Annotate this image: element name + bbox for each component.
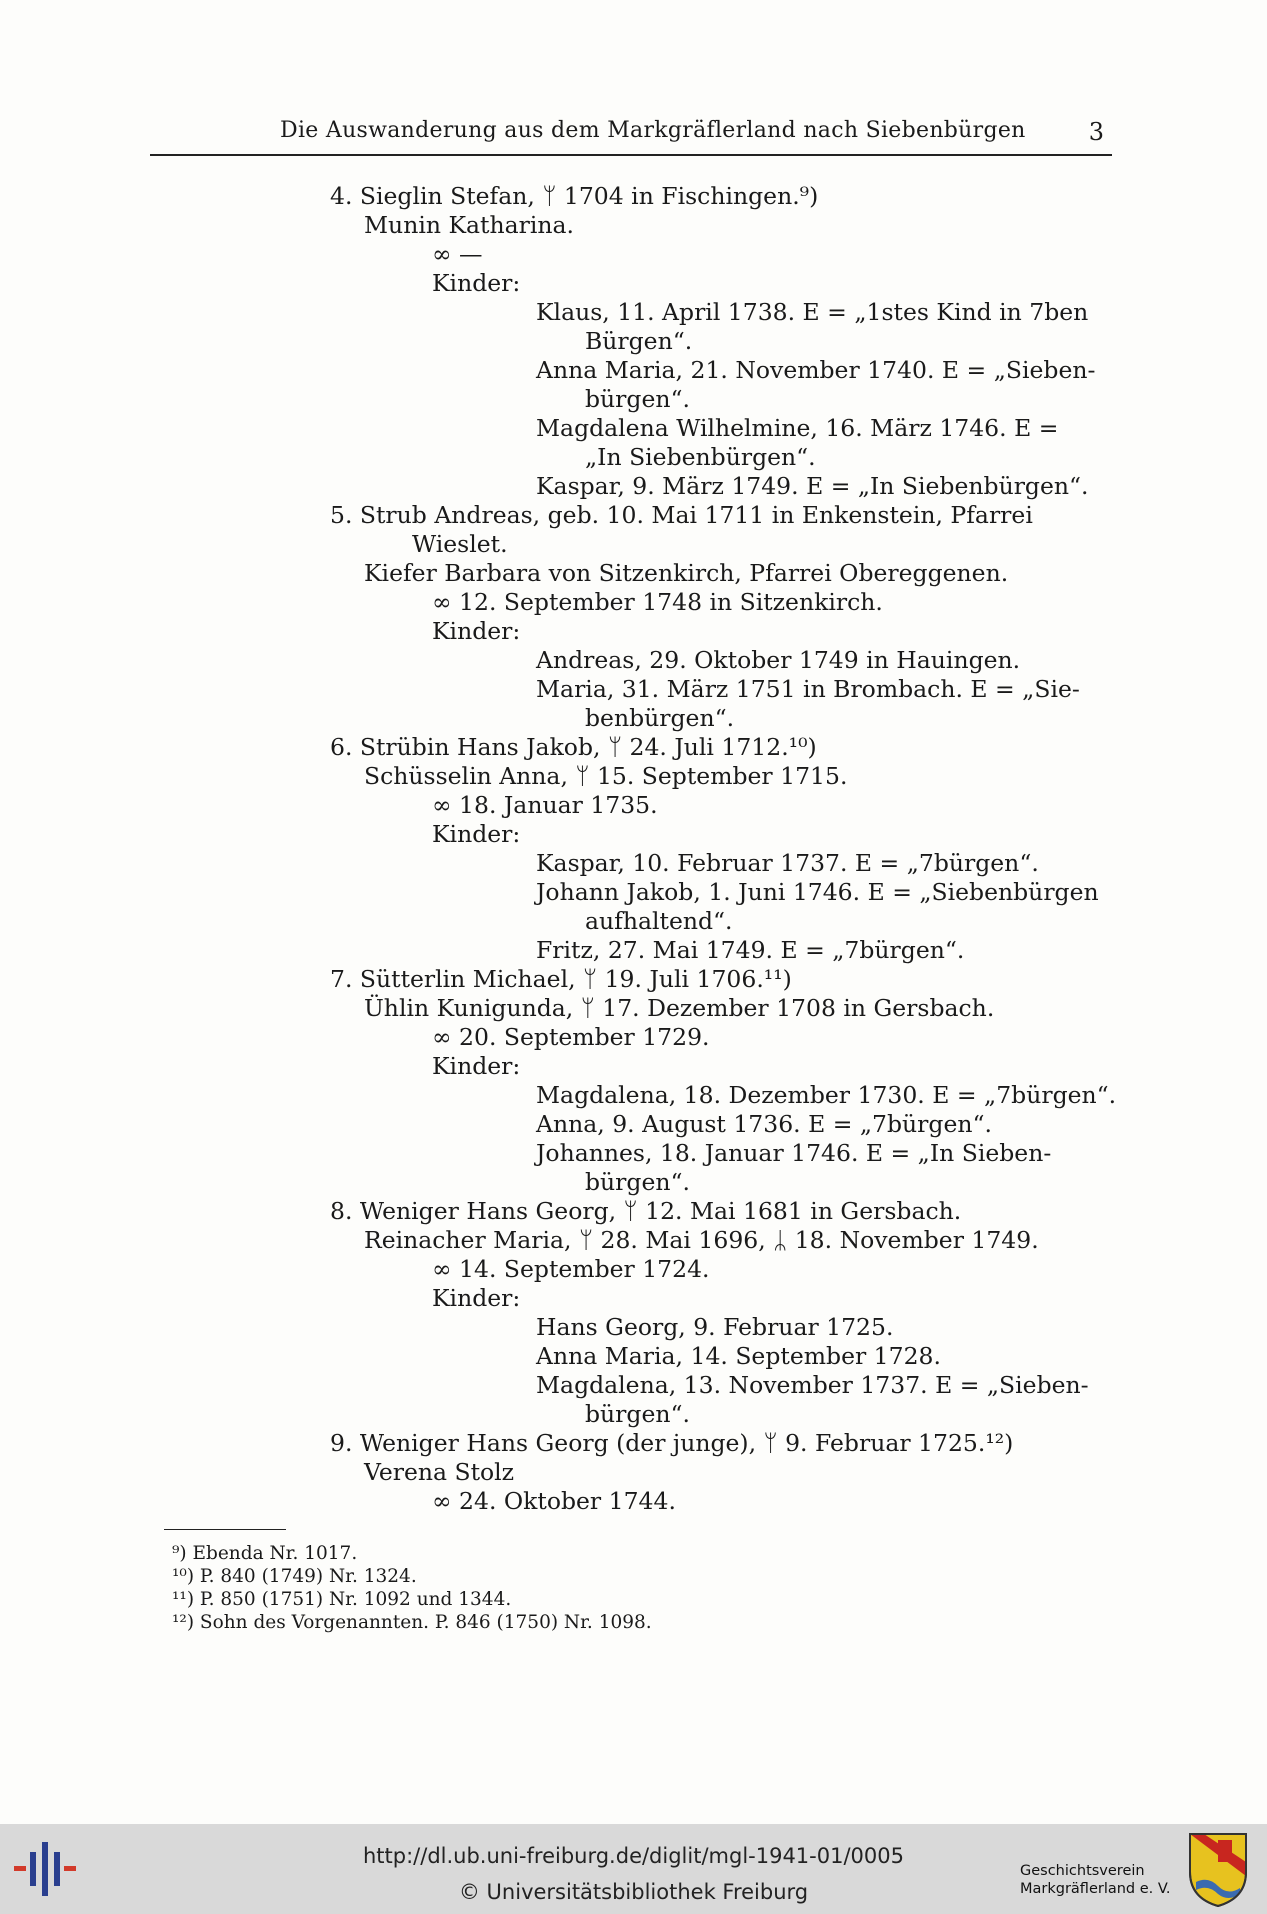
footnote: ¹⁰) P. 840 (1749) Nr. 1324.: [172, 1566, 417, 1587]
entry-line: 4. Sieglin Stefan, ᛘ 1704 in Fischingen.⁹): [330, 182, 819, 210]
footnote: ¹²) Sohn des Vorgenannten. P. 846 (1750) Nr. 1098.: [172, 1612, 652, 1633]
entry-line: aufhaltend“.: [585, 907, 733, 935]
entry-line: Kinder:: [432, 1052, 521, 1080]
entry-line: Kinder:: [432, 617, 521, 645]
entry-line: Kiefer Barbara von Sitzenkirch, Pfarrei Obereggenen.: [364, 559, 1009, 587]
entry-line: Kaspar, 10. Februar 1737. E = „7bürgen“.: [536, 849, 1039, 877]
running-header: [150, 118, 1112, 156]
entry-line: Andreas, 29. Oktober 1749 in Hauingen.: [536, 646, 1021, 674]
entry-line: Klaus, 11. April 1738. E = „1stes Kind in 7ben: [536, 298, 1089, 326]
entry-line: Magdalena, 18. Dezember 1730. E = „7bürgen“.: [536, 1081, 1117, 1109]
entry-line: Johann Jakob, 1. Juni 1746. E = „Siebenbürgen: [536, 878, 1099, 906]
entry-line: ∞ 12. September 1748 in Sitzenkirch.: [432, 588, 883, 616]
entry-line: Munin Katharina.: [364, 211, 574, 239]
entry-line: Anna, 9. August 1736. E = „7bürgen“.: [536, 1110, 992, 1138]
entry-line: Bürgen“.: [585, 327, 693, 355]
entry-line: Maria, 31. März 1751 in Brombach. E = „Sie-: [536, 675, 1080, 703]
entry-line: ∞ 18. Januar 1735.: [432, 791, 658, 819]
coat-of-arms-icon[interactable]: [1188, 1832, 1248, 1908]
entry-line: Hans Georg, 9. Februar 1725.: [536, 1313, 894, 1341]
entry-line: Magdalena, 13. November 1737. E = „Sieben-: [536, 1371, 1089, 1399]
page-number: 3: [1088, 118, 1104, 146]
running-title: Die Auswanderung aus dem Markgräflerland nach Siebenbürgen: [280, 118, 1026, 143]
entry-line: Wieslet.: [412, 530, 508, 558]
entry-line: Kinder:: [432, 1284, 521, 1312]
footnote-divider: [164, 1529, 286, 1530]
entry-line: Kinder:: [432, 820, 521, 848]
entry-line: Ühlin Kunigunda, ᛘ 17. Dezember 1708 in Gersbach.: [364, 994, 995, 1022]
permalink-url[interactable]: http://dl.ub.uni-freiburg.de/diglit/mgl-1941-01/0005: [362, 1844, 904, 1868]
footnote: ⁹) Ebenda Nr. 1017.: [172, 1543, 358, 1564]
entry-line: Fritz, 27. Mai 1749. E = „7bürgen“.: [536, 936, 965, 964]
entry-line: bürgen“.: [585, 385, 690, 413]
entry-line: 9. Weniger Hans Georg (der junge), ᛘ 9. Februar 1725.¹²): [330, 1429, 1014, 1457]
entry-line: Anna Maria, 21. November 1740. E = „Sieben-: [536, 356, 1096, 384]
entry-line: „In Siebenbürgen“.: [585, 443, 816, 471]
entry-line: ∞ 14. September 1724.: [432, 1255, 710, 1283]
entry-line: 7. Sütterlin Michael, ᛘ 19. Juli 1706.¹¹): [330, 965, 792, 993]
viewer-footer: [0, 1824, 1267, 1914]
entry-line: bürgen“.: [585, 1400, 690, 1428]
entry-line: Kinder:: [432, 269, 521, 297]
entry-line: benbürgen“.: [585, 704, 735, 732]
entry-line: 8. Weniger Hans Georg, ᛘ 12. Mai 1681 in Gersbach.: [330, 1197, 962, 1225]
entry-line: Anna Maria, 14. September 1728.: [536, 1342, 941, 1370]
society-name: [1020, 1862, 1171, 1898]
copyright-notice: © Universitätsbibliothek Freiburg: [458, 1880, 809, 1904]
entry-line: 5. Strub Andreas, geb. 10. Mai 1711 in Enkenstein, Pfarrei: [330, 501, 1033, 529]
society-name-line: Markgräflerland e. V.: [1020, 1881, 1171, 1897]
entry-line: 6. Strübin Hans Jakob, ᛘ 24. Juli 1712.¹⁰): [330, 733, 817, 761]
entry-line: bürgen“.: [585, 1168, 690, 1196]
entry-line: Johannes, 18. Januar 1746. E = „In Sieben-: [536, 1139, 1052, 1167]
footnote: ¹¹) P. 850 (1751) Nr. 1092 und 1344.: [172, 1589, 512, 1610]
entry-line: Magdalena Wilhelmine, 16. März 1746. E =: [536, 414, 1059, 442]
entry-line: Verena Stolz: [364, 1458, 515, 1486]
entry-line: Schüsselin Anna, ᛘ 15. September 1715.: [364, 762, 848, 790]
entry-line: ∞ —: [432, 240, 483, 268]
entry-line: ∞ 20. September 1729.: [432, 1023, 710, 1051]
entry-line: Kaspar, 9. März 1749. E = „In Siebenbürgen“.: [536, 472, 1089, 500]
society-name-line: Geschichtsverein: [1020, 1863, 1145, 1879]
entry-line: Reinacher Maria, ᛘ 28. Mai 1696, ᛦ 18. November 1749.: [364, 1226, 1039, 1254]
entry-line: ∞ 24. Oktober 1744.: [432, 1487, 676, 1515]
